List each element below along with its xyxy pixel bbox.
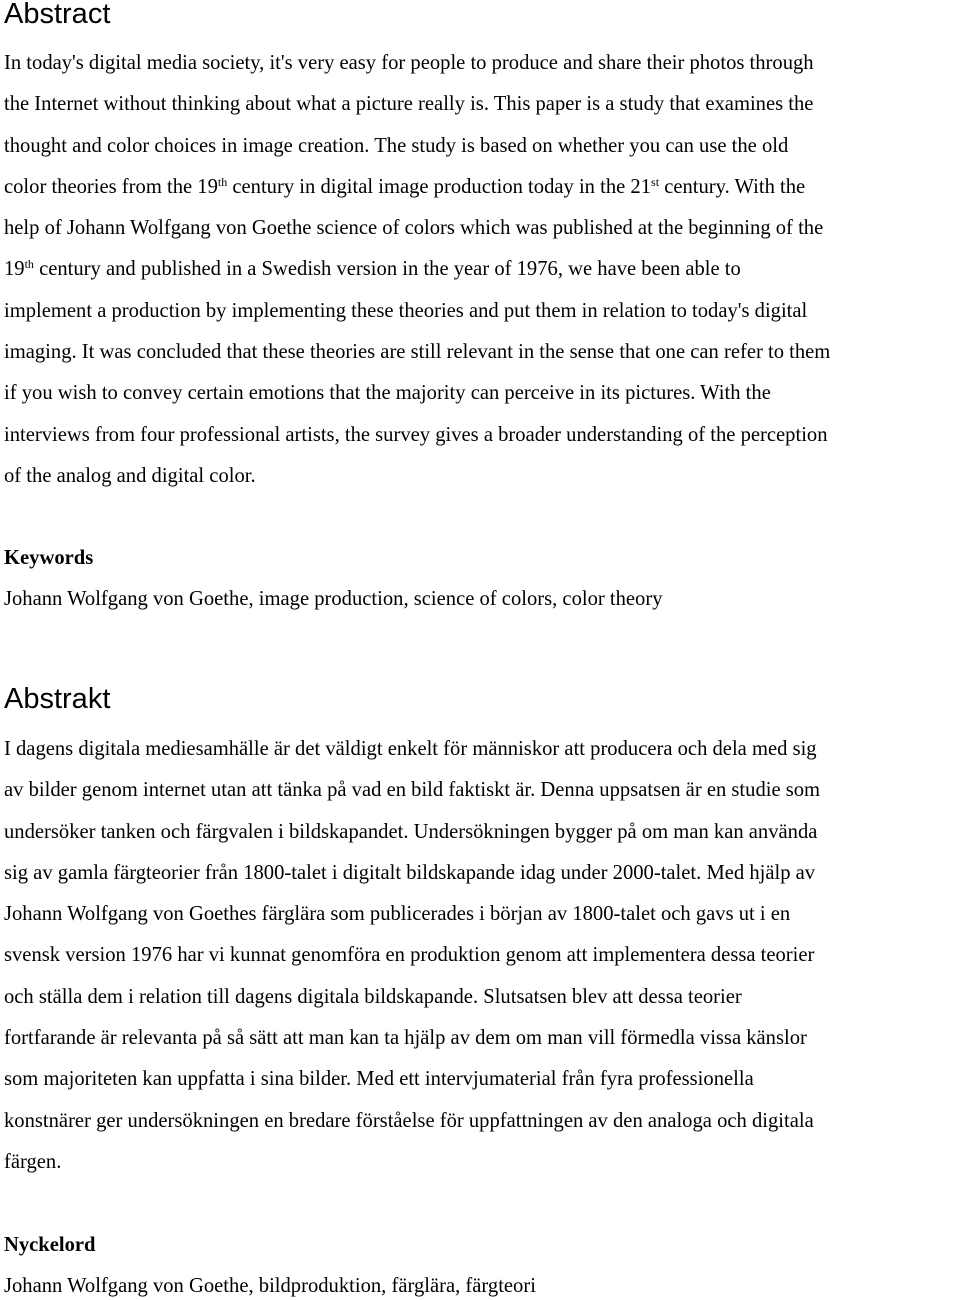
abstract-line: 19th century and published in a Swedish version in the year of 1976, we have been able to (4, 257, 741, 281)
nyckelord-text: Johann Wolfgang von Goethe, bildproduktion, färglära, färgteori (4, 1275, 536, 1297)
abstract-body (4, 43, 830, 497)
abstrakt-body (4, 729, 820, 1183)
abstract-line: the Internet without thinking about what a picture really is. This paper is a study that examines the (4, 93, 814, 116)
abstract-line: if you wish to convey certain emotions that the majority can perceive in its pictures. With the (4, 382, 771, 405)
superscript-st: st (651, 174, 660, 189)
abstrakt-line: och ställa dem i relation till dagens digitala bildskapande. Slutsatsen blev att dessa teorier (4, 985, 742, 1008)
abstract-line: of the analog and digital color. (4, 464, 256, 487)
abstrakt-line: som majoriteten kan uppfatta i sina bilder. Med ett intervjumaterial från fyra professionella (4, 1068, 754, 1091)
abstrakt-line: av bilder genom internet utan att tänka på vad en bild faktiskt är. Denna uppsatsen är en studie som (4, 779, 821, 802)
abstrakt-line: svensk version 1976 har vi kunnat genomföra en produktion genom att implementera dessa teorier (4, 944, 815, 967)
abstract-heading: Abstract (4, 0, 111, 30)
keywords-title: Keywords (4, 547, 94, 569)
abstract-line: help of Johann Wolfgang von Goethe science of colors which was published at the beginning of the (4, 217, 824, 240)
abstrakt-line: konstnärer ger undersökningen en bredare förståelse för uppfattningen av den analoga och digitala (4, 1109, 814, 1132)
abstract-line: thought and color choices in image creation. The study is based on whether you can use the old (4, 134, 789, 157)
abstrakt-line: färgen. (4, 1150, 62, 1173)
abstrakt-line: sig av gamla färgteorier från 1800-talet i digitalt bildskapande idag under 2000-talet. Med hjälp av (4, 861, 816, 884)
abstract-line: color theories from the 19th century in digital image production today in the 21st century. With the (4, 174, 806, 198)
abstrakt-line: fortfarande är relevanta på så sätt att man kan ta hjälp av dem om man vill förmedla vissa känslor (4, 1027, 807, 1050)
abstract-line: interviews from four professional artists, the survey gives a broader understanding of the perception (4, 423, 828, 446)
nyckelord-title: Nyckelord (4, 1234, 96, 1256)
keywords-text: Johann Wolfgang von Goethe, image production, science of colors, color theory (4, 588, 663, 610)
abstrakt-line: I dagens digitala mediesamhälle är det väldigt enkelt för människor att producera och dela med sig (4, 738, 817, 760)
superscript-th: th (24, 257, 34, 272)
abstract-line: implement a production by implementing these theories and put them in relation to today's digital (4, 299, 808, 322)
abstract-line: In today's digital media society, it's very easy for people to produce and share their photos through (4, 52, 814, 74)
abstrakt-heading: Abstrakt (4, 683, 111, 715)
abstrakt-line: undersöker tanken och färgvalen i bildskapandet. Undersökningen bygger på om man kan använda (4, 820, 818, 843)
abstrakt-line: Johann Wolfgang von Goethes färglära som publicerades i början av 1800-talet och gavs ut i en (4, 903, 791, 926)
superscript-th: th (217, 174, 228, 189)
abstract-line: imaging. It was concluded that these theories are still relevant in the sense that one can refer to them (4, 341, 831, 364)
